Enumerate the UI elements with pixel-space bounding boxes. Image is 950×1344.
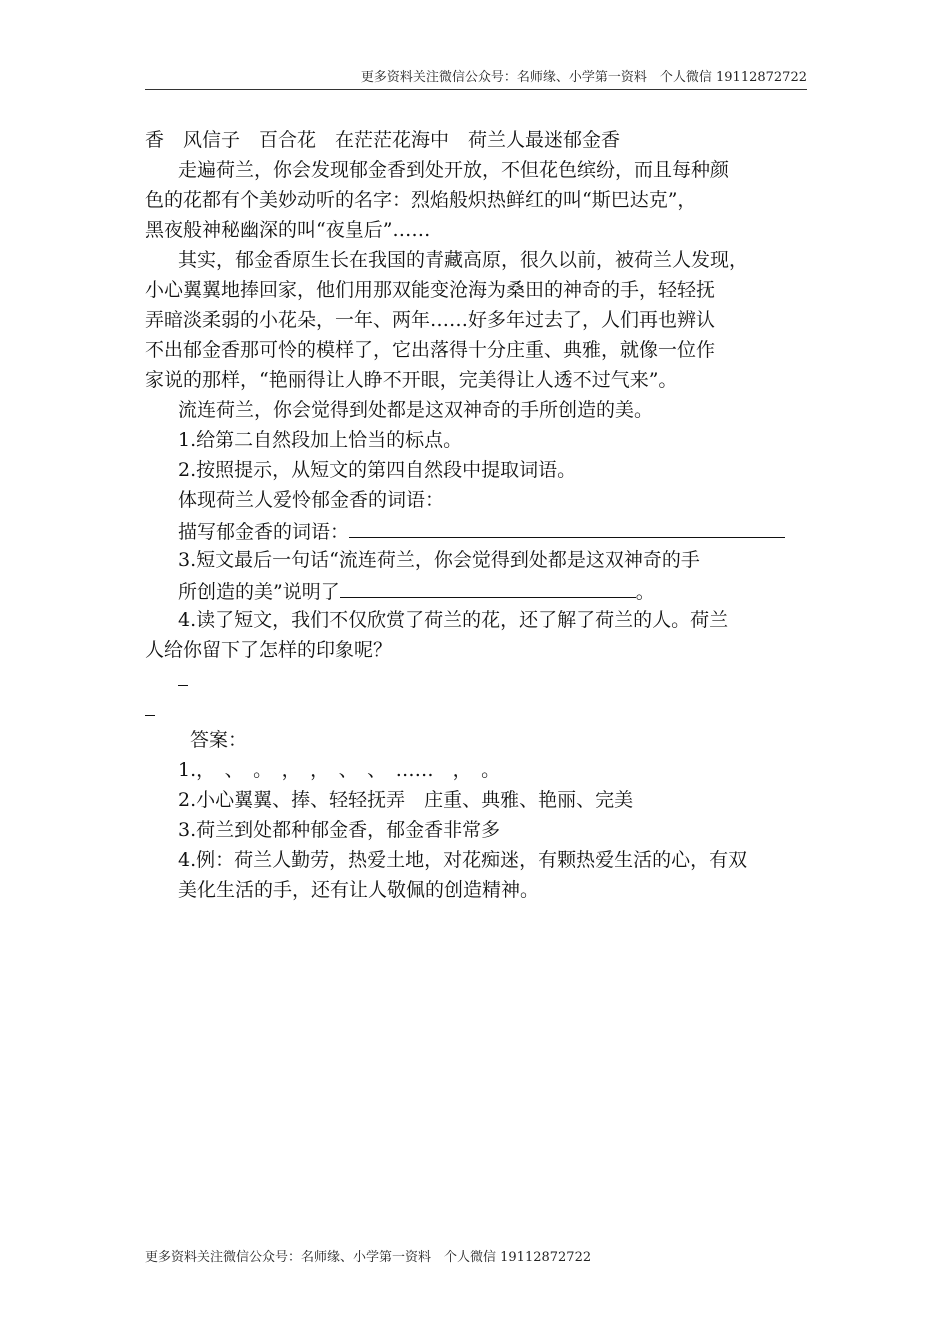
answer-blank[interactable] — [349, 515, 785, 538]
short-rule — [178, 667, 188, 686]
passage-first-line: 香 风信子 百合花 在茫茫花海中 荷兰人最迷郁金香 — [145, 129, 621, 151]
question-2b: 描写郁金香的词语： — [178, 521, 350, 543]
answers-section — [145, 725, 809, 905]
questions-section — [145, 425, 809, 725]
page-footer — [145, 1246, 591, 1265]
paragraph-line: 其实，郁金香原生长在我国的青藏高原，很久以前，被荷兰人发现， — [178, 249, 749, 271]
paragraph-line: 家说的那样，“艳丽得让人睁不开眼，完美得让人透不过气来”。 — [145, 369, 678, 391]
question-2b-row — [145, 515, 809, 545]
paragraph-3 — [145, 245, 809, 395]
answer-line-2 — [145, 695, 809, 725]
question-4a: 4.读了短文，我们不仅欣赏了荷兰的花，还了解了荷兰的人。荷兰 — [178, 609, 729, 631]
question-3a: 3.短文最后一句话“流连荷兰，你会觉得到处都是这双神奇的手 — [178, 549, 700, 571]
answer-line-1 — [145, 665, 809, 695]
answer-2: 2.小心翼翼、捧、轻轻抚弄 庄重、典雅、艳丽、完美 — [178, 789, 634, 811]
document-body — [145, 125, 809, 905]
paragraph-line: 不出郁金香那可怜的模样了，它出落得十分庄重、典雅，就像一位作 — [145, 339, 716, 361]
paragraph-line: 小心翼翼地捧回家，他们用那双能变沧海为桑田的神奇的手，轻轻抚 — [145, 279, 716, 301]
answer-1: 1.， 、 。 ， ， 、 、 …… ， 。 — [178, 759, 501, 781]
answer-4a: 4.例：荷兰人勤劳，热爱土地，对花痴迷，有颗热爱生活的心，有双 — [178, 849, 748, 871]
answer-3: 3.荷兰到处都种郁金香，郁金香非常多 — [178, 819, 501, 841]
answer-4b: 美化生活的手，还有让人敬佩的创造精神。 — [178, 879, 540, 901]
question-1: 1.给第二自然段加上恰当的标点。 — [178, 429, 463, 451]
answers-title: 答案： — [190, 729, 248, 751]
paragraph-line: 弄暗淡柔弱的小花朵，一年、两年……好多年过去了，人们再也辨认 — [145, 309, 716, 331]
paragraph-line: 走遍荷兰，你会发现郁金香到处开放，不但花色缤纷，而且每种颜 — [178, 159, 730, 181]
question-2a: 体现荷兰人爱怜郁金香的词语： — [178, 489, 445, 511]
paragraph-line: 黑夜般神秘幽深的叫“夜皇后”…… — [145, 219, 431, 241]
question-3b: 所创造的美”说明了 — [178, 581, 340, 603]
paragraph-4: 流连荷兰，你会觉得到处都是这双神奇的手所创造的美。 — [178, 399, 654, 421]
header-text: 更多资料关注微信公众号：名师缘、小学第一资料 个人微信 19112872722 — [360, 70, 807, 85]
question-3b-row — [145, 575, 809, 605]
page-header — [145, 66, 807, 90]
paragraph-2 — [145, 155, 809, 245]
paragraph-line: 色的花都有个美妙动听的名字：烈焰般炽热鲜红的叫“斯巴达克”， — [145, 189, 697, 211]
question-4b: 人给你留下了怎样的印象呢？ — [145, 639, 393, 661]
answer-blank[interactable] — [340, 575, 636, 598]
question-3-end: 。 — [635, 581, 655, 603]
short-rule — [145, 697, 155, 716]
question-2: 2.按照提示，从短文的第四自然段中提取词语。 — [178, 459, 577, 481]
footer-text: 更多资料关注微信公众号：名师缘、小学第一资料 个人微信 19112872722 — [145, 1250, 592, 1265]
